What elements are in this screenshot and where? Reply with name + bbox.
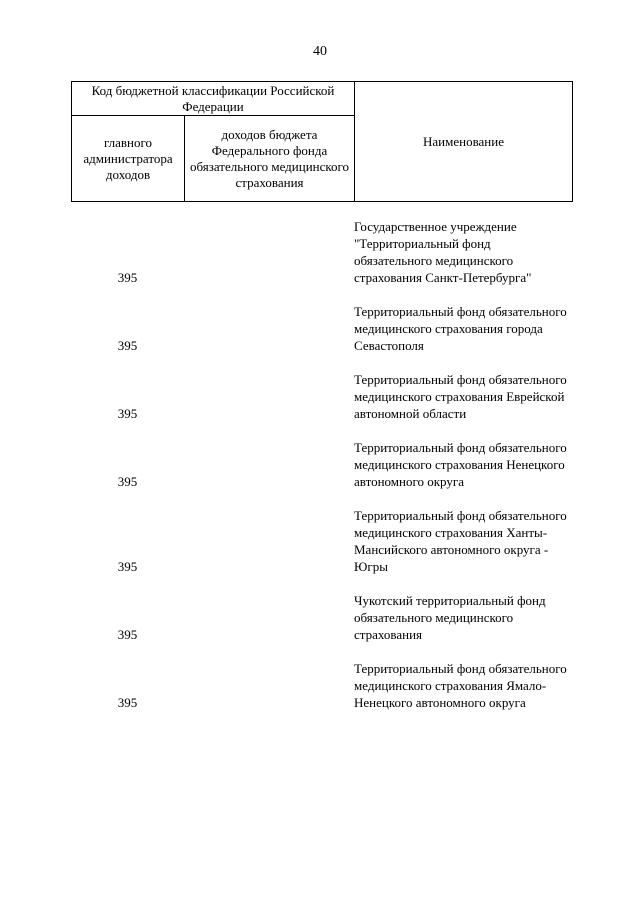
- classification-table-header: [71, 81, 573, 202]
- table-row: [71, 660, 572, 711]
- budget-classification-code-header: Код бюджетной классификации Российской Федерации: [72, 82, 355, 116]
- administrator-code: 395: [117, 559, 138, 574]
- fund-name: Чукотский территориальный фонд обязательного медицинского страхования: [354, 593, 546, 642]
- classification-rows: [71, 218, 572, 728]
- table-row: [71, 592, 572, 643]
- fund-name: Государственное учреждение "Территориальный фонд обязательного медицинского страхования Санкт-Петербурга": [354, 219, 532, 285]
- fund-name: Территориальный фонд обязательного медицинского страхования города Севастополя: [354, 304, 567, 353]
- table-row: [71, 439, 572, 490]
- administrator-code: 395: [117, 627, 138, 642]
- fund-name: Территориальный фонд обязательного медицинского страхования Ханты-Мансийского автономного округа - Югры: [354, 508, 567, 574]
- chief-administrator-column-header: главного администратора доходов: [72, 116, 185, 202]
- table-row: [71, 507, 572, 575]
- administrator-code: 395: [117, 270, 138, 285]
- table-row: [71, 371, 572, 422]
- administrator-code: 395: [117, 695, 138, 710]
- table-row: [71, 303, 572, 354]
- table-row: [71, 218, 572, 286]
- name-column-header: Наименование: [355, 82, 573, 202]
- administrator-code: 395: [117, 474, 138, 489]
- administrator-code: 395: [117, 338, 138, 353]
- page-number: 40: [313, 44, 327, 59]
- fund-name: Территориальный фонд обязательного медицинского страхования Еврейской автономной области: [354, 372, 567, 421]
- fund-budget-revenue-column-header: доходов бюджета Федерального фонда обязательного медицинского страхования: [185, 116, 355, 202]
- fund-name: Территориальный фонд обязательного медицинского страхования Ямало-Ненецкого автономного округа: [354, 661, 567, 710]
- fund-name: Территориальный фонд обязательного медицинского страхования Ненецкого автономного округа: [354, 440, 567, 489]
- administrator-code: 395: [117, 406, 138, 421]
